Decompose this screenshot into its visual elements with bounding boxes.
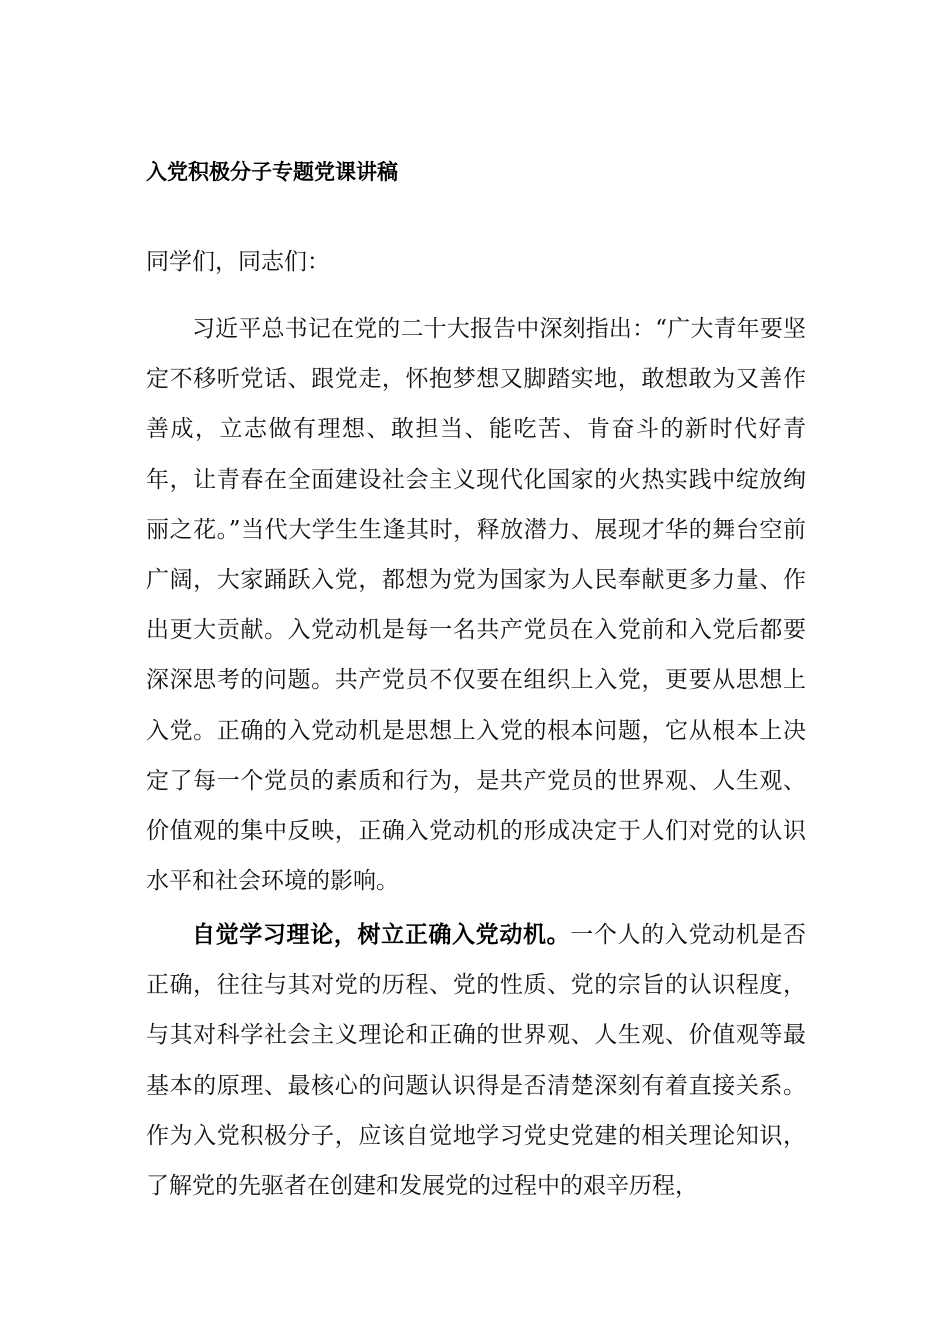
document-title: 入党积极分子专题党课讲稿 <box>146 160 398 184</box>
paragraph-2-lead: 自觉学习理论，树立正确入党动机。 <box>192 922 571 948</box>
paragraph-2 <box>146 910 806 1211</box>
paragraph-1: 习近平总书记在党的二十大报告中深刻指出：“广大青年要坚定不移听党话、跟党走，怀抱梦想又脚踏实地，敢想敢为又善作善成，立志做有理想、敢担当、能吃苦、肯奋斗的新时代好青年，让青春在全面建设社会主义现代化国家的火热实践中绽放绚丽之花。”当代大学生生逢其时，释放潜力、展现才华的舞台空前广阔，大家踊跃入党，都想为党为国家为人民奉献更多力量、作出更大贡献。入党动机是每一名共产党员在入党前和入党后都要深深思考的问题。共产党员不仅要在组织上入党，更要从思想上入党。正确的入党动机是思想上入党的根本问题，它从根本上决定了每一个党员的素质和行为，是共产党员的世界观、人生观、价值观的集中反映，正确入党动机的形成决定于人们对党的认识水平和社会环境的影响。 <box>146 316 806 895</box>
greeting: 同学们，同志们： <box>146 249 330 275</box>
paragraph-2-body: 一个人的入党动机是否正确，往往与其对党的历程、党的性质、党的宗旨的认识程度，与其对科学社会主义理论和正确的世界观、人生观、价值观等最基本的原理、最核心的问题认识得是否清楚深刻有着直接关系。作为入党积极分子，应该自觉地学习党史党建的相关理论知识，了解党的先驱者在创建和发展党的过程中的艰辛历程， <box>146 922 807 1200</box>
